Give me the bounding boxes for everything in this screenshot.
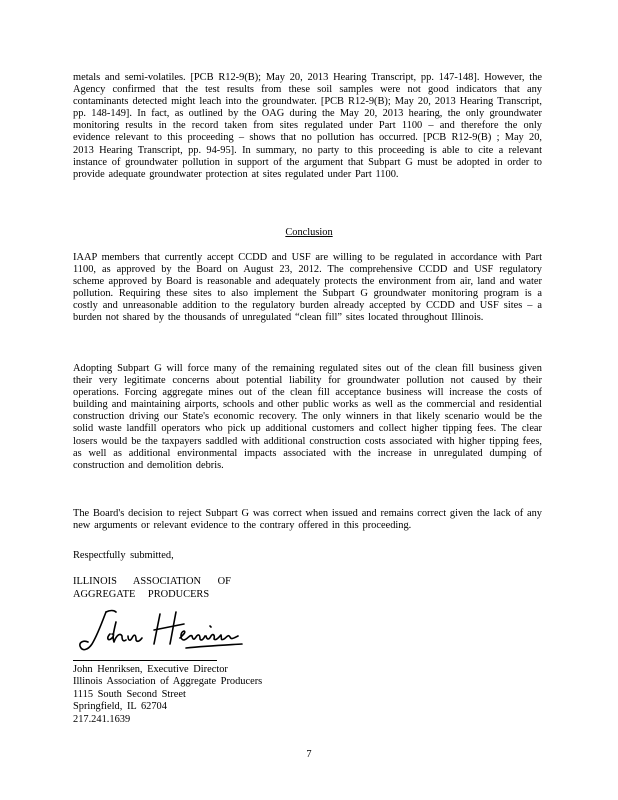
paragraph-iaap-members: IAAP members that currently accept CCDD and USF are willing to be regulated in accordance with Part 1100, as approved by the Board on August 23, 2012. The comprehensive CCDD and USF regulatory scheme approved by Board is reasonable and adequately protects the environment from air, land and water pollution. Requiring these sites to also implement the Subpart G groundwater monitoring program is a costly and unreasonable addition to the regulatory burden already accepted by CCDD and USF sites – a burden not shared by the thousands of unregulated “clean fill” sites located throughout Illinois. — [73, 252, 542, 324]
page-number: 7 — [306, 749, 312, 760]
signer-city-state-zip: Springfield, IL 62704 — [73, 701, 167, 712]
paragraph-board-decision: The Board's decision to reject Subpart G was correct when issued and remains correct given the lack of any new arguments or relevant evidence to the contrary offered in this proceeding. — [73, 508, 542, 532]
signature-line — [73, 660, 217, 661]
signer-street-address: 1115 South Second Street — [73, 689, 186, 700]
handwritten-signature — [76, 604, 246, 656]
closing-salutation: Respectfully submitted, — [73, 550, 174, 561]
paragraph-adopting-subpart-g: Adopting Subpart G will force many of the remaining regulated sites out of the clean fill business given their very legitimate concerns about potential liability for groundwater pollution not caused by their operations. Forcing aggregate mines out of the clean fill acceptance business will increase the costs of building and maintaining airports, schools and other public works as well as the commercial and residential construction driving our State's economic recovery. The only winners in that likely scenario would be the solid waste landfill operators who pick up additional customers and collect higher tipping fees. The clear losers would be the taxpayers saddled with additional construction costs associated with higher tipping fees, as well as additional environmental impacts associated with the increase in unregulated dumping of construction and demolition debris. — [73, 363, 542, 471]
closing-org-line-2: AGGREGATE PRODUCERS — [73, 589, 210, 600]
paragraph-groundwater-evidence: metals and semi-volatiles. [PCB R12-9(B); May 20, 2013 Hearing Transcript, pp. 147-148]. However, the Agency confirmed that the test results from these soil samples were not good indicators that any contaminants detected might leach into the groundwater. [PCB R12-9(B); May 20, 2013 Hearing Transcript, pp. 148-149]. In fact, as outlined by the OAG during the May 20, 2013 hearing, the only groundwater monitoring results in the record taken from sites regulated under Part 1100 – and therefore the only evidence relevant to this proceeding – shows that no pollution has occurred. [PCB R12-9(B) ; May 20, 2013 Hearing Transcript, pp. 94-95]. In summary, no party to this proceeding is able to cite a relevant instance of groundwater pollution in support of the argument that Subpart G must be adopted in order to provide adequate groundwater protection at sites regulated under Part 1100. — [73, 72, 542, 180]
section-heading-conclusion — [0, 227, 618, 238]
section-heading-text: Conclusion — [285, 227, 333, 238]
signer-phone: 217.241.1639 — [73, 714, 131, 725]
signer-name-title: John Henriksen, Executive Director — [73, 664, 228, 675]
signer-organization: Illinois Association of Aggregate Producers — [73, 676, 263, 687]
closing-org-line-1: ILLINOIS ASSOCIATION OF — [73, 576, 231, 587]
